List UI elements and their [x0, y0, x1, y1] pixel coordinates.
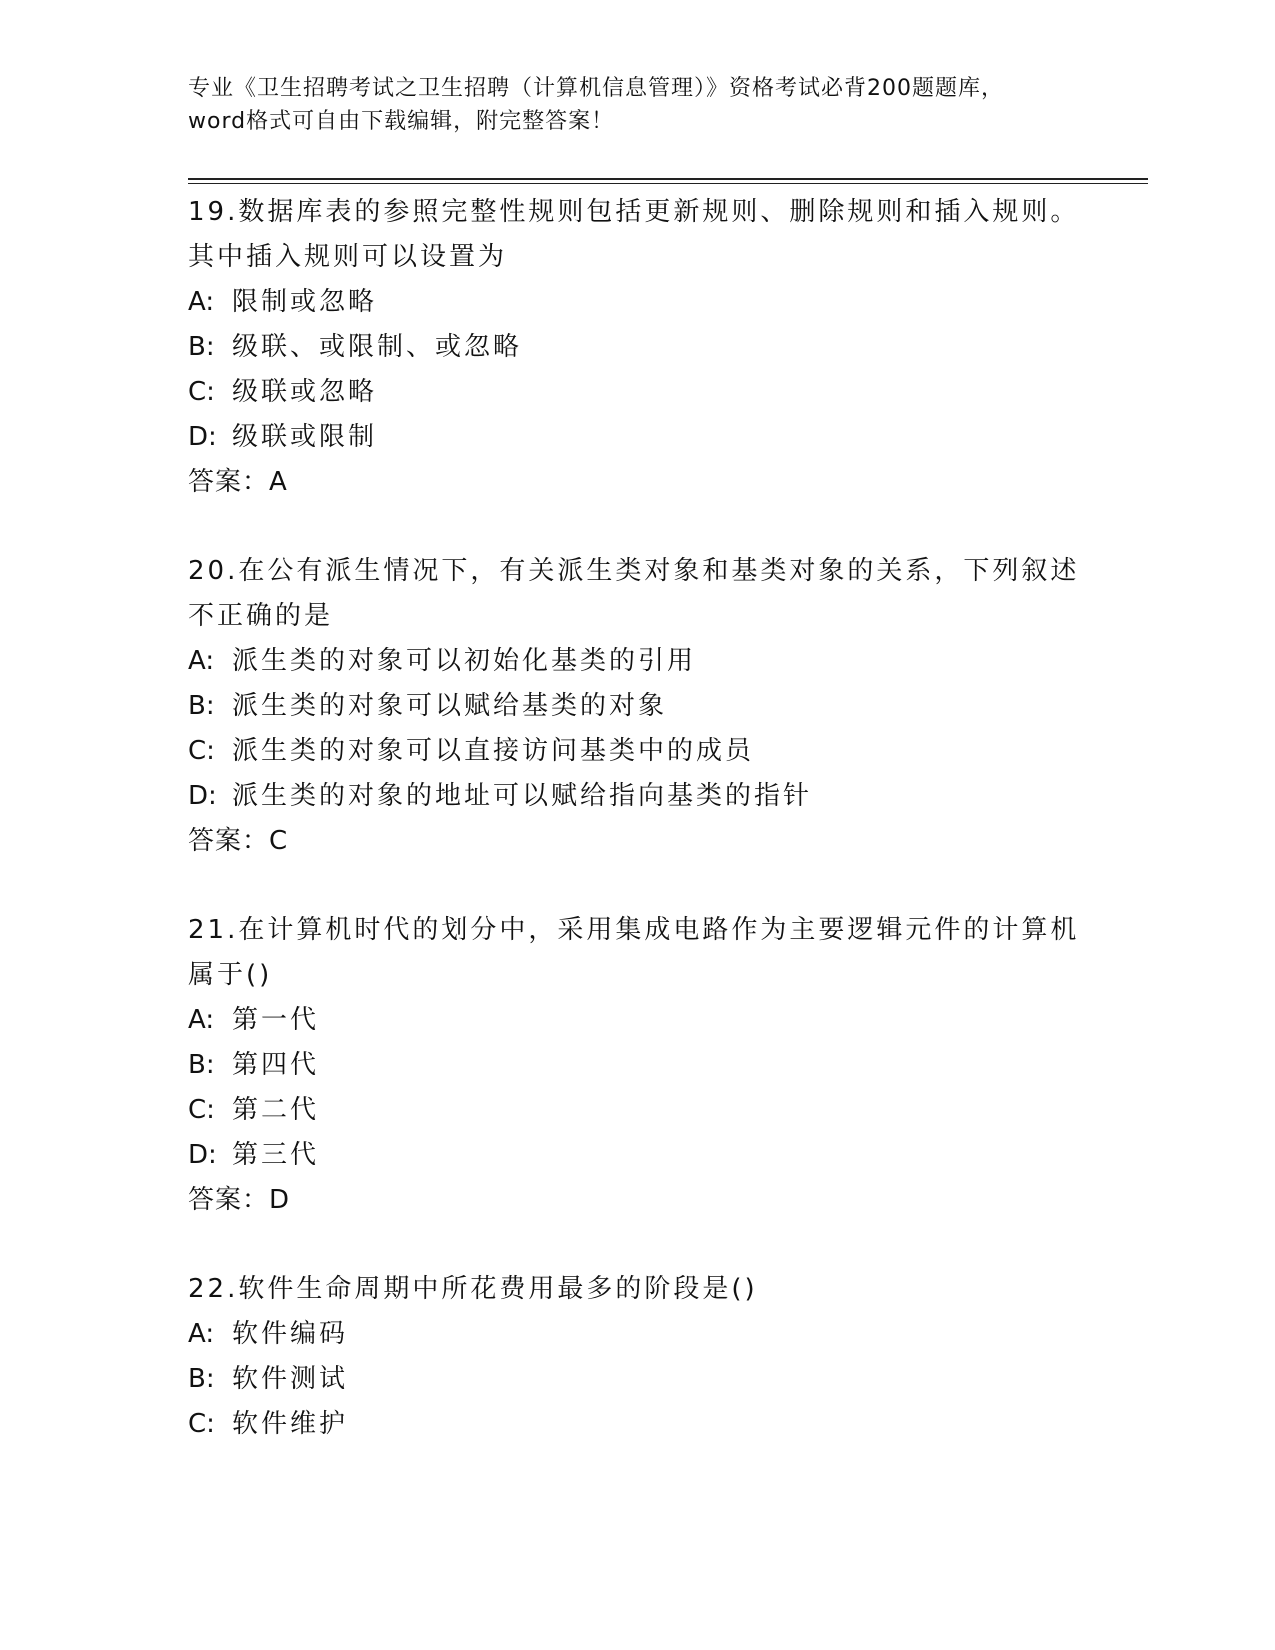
- question-stem-line: 属于(): [188, 960, 273, 990]
- answer-line: 答案：A: [188, 467, 288, 497]
- question-21: [188, 908, 1088, 1223]
- question-stem-line: 21.在计算机时代的划分中，采用集成电路作为主要逻辑元件的计算机: [188, 915, 1080, 945]
- option-key: D:: [188, 422, 217, 452]
- option-key: D:: [188, 781, 217, 811]
- option-text: 派生类的对象可以赋给基类的对象: [232, 691, 668, 721]
- answer-line: 答案：C: [188, 826, 289, 856]
- option-c: [188, 1088, 1088, 1133]
- header-line-1: 专业《卫生招聘考试之卫生招聘（计算机信息管理）》资格考试必背200题题库，: [188, 76, 1004, 101]
- option-text: 限制或忽略: [232, 287, 378, 317]
- question-stem: [188, 549, 1088, 639]
- option-key: C:: [188, 1409, 215, 1439]
- header-line-2: word格式可自由下载编辑，附完整答案！: [188, 109, 615, 134]
- option-d: [188, 774, 1088, 819]
- option-a: [188, 280, 1088, 325]
- option-key: C:: [188, 736, 215, 766]
- header-divider: [188, 178, 1148, 180]
- question-stem: [188, 190, 1088, 280]
- option-key: B:: [188, 332, 215, 362]
- option-a: [188, 998, 1088, 1043]
- option-a: [188, 1312, 1088, 1357]
- option-b: [188, 684, 1088, 729]
- option-text: 级联或忽略: [232, 377, 378, 407]
- option-key: A:: [188, 1005, 215, 1035]
- option-key: C:: [188, 1095, 215, 1125]
- question-list: [188, 190, 1088, 1491]
- option-text: 软件编码: [232, 1319, 349, 1349]
- option-text: 第二代: [232, 1095, 320, 1125]
- option-key: D:: [188, 1140, 217, 1170]
- option-key: A:: [188, 1319, 215, 1349]
- question-19: [188, 190, 1088, 505]
- option-d: [188, 1133, 1088, 1178]
- question-20: [188, 549, 1088, 864]
- question-stem: [188, 1267, 1088, 1312]
- option-text: 派生类的对象可以直接访问基类中的成员: [232, 736, 755, 766]
- option-key: B:: [188, 1364, 215, 1394]
- option-c: [188, 370, 1088, 415]
- option-b: [188, 325, 1088, 370]
- option-c: [188, 729, 1088, 774]
- option-text: 派生类的对象的地址可以赋给指向基类的指针: [232, 781, 813, 811]
- option-text: 级联或限制: [232, 422, 378, 452]
- option-text: 第三代: [232, 1140, 320, 1170]
- option-key: A:: [188, 287, 215, 317]
- option-text: 级联、或限制、或忽略: [232, 332, 523, 362]
- answer-line: 答案：D: [188, 1185, 291, 1215]
- question-22: [188, 1267, 1088, 1447]
- option-text: 软件维护: [232, 1409, 349, 1439]
- option-key: B:: [188, 691, 215, 721]
- document-header: [188, 72, 1088, 138]
- option-b: [188, 1043, 1088, 1088]
- option-text: 软件测试: [232, 1364, 349, 1394]
- option-text: 第四代: [232, 1050, 320, 1080]
- question-stem-line: 19.数据库表的参照完整性规则包括更新规则、删除规则和插入规则。: [188, 197, 1080, 227]
- question-stem-line: 20.在公有派生情况下，有关派生类对象和基类对象的关系，下列叙述: [188, 556, 1080, 586]
- option-b: [188, 1357, 1088, 1402]
- option-key: A:: [188, 646, 215, 676]
- option-d: [188, 415, 1088, 460]
- question-stem-line: 不正确的是: [188, 601, 334, 631]
- option-text: 第一代: [232, 1005, 320, 1035]
- option-key: B:: [188, 1050, 215, 1080]
- question-stem-line: 其中插入规则可以设置为: [188, 242, 508, 272]
- option-key: C:: [188, 377, 215, 407]
- question-stem: [188, 908, 1088, 998]
- option-text: 派生类的对象可以初始化基类的引用: [232, 646, 697, 676]
- option-a: [188, 639, 1088, 684]
- option-c: [188, 1402, 1088, 1447]
- header-divider-thin: [188, 183, 1148, 184]
- question-stem-line: 22.软件生命周期中所花费用最多的阶段是(): [188, 1274, 758, 1304]
